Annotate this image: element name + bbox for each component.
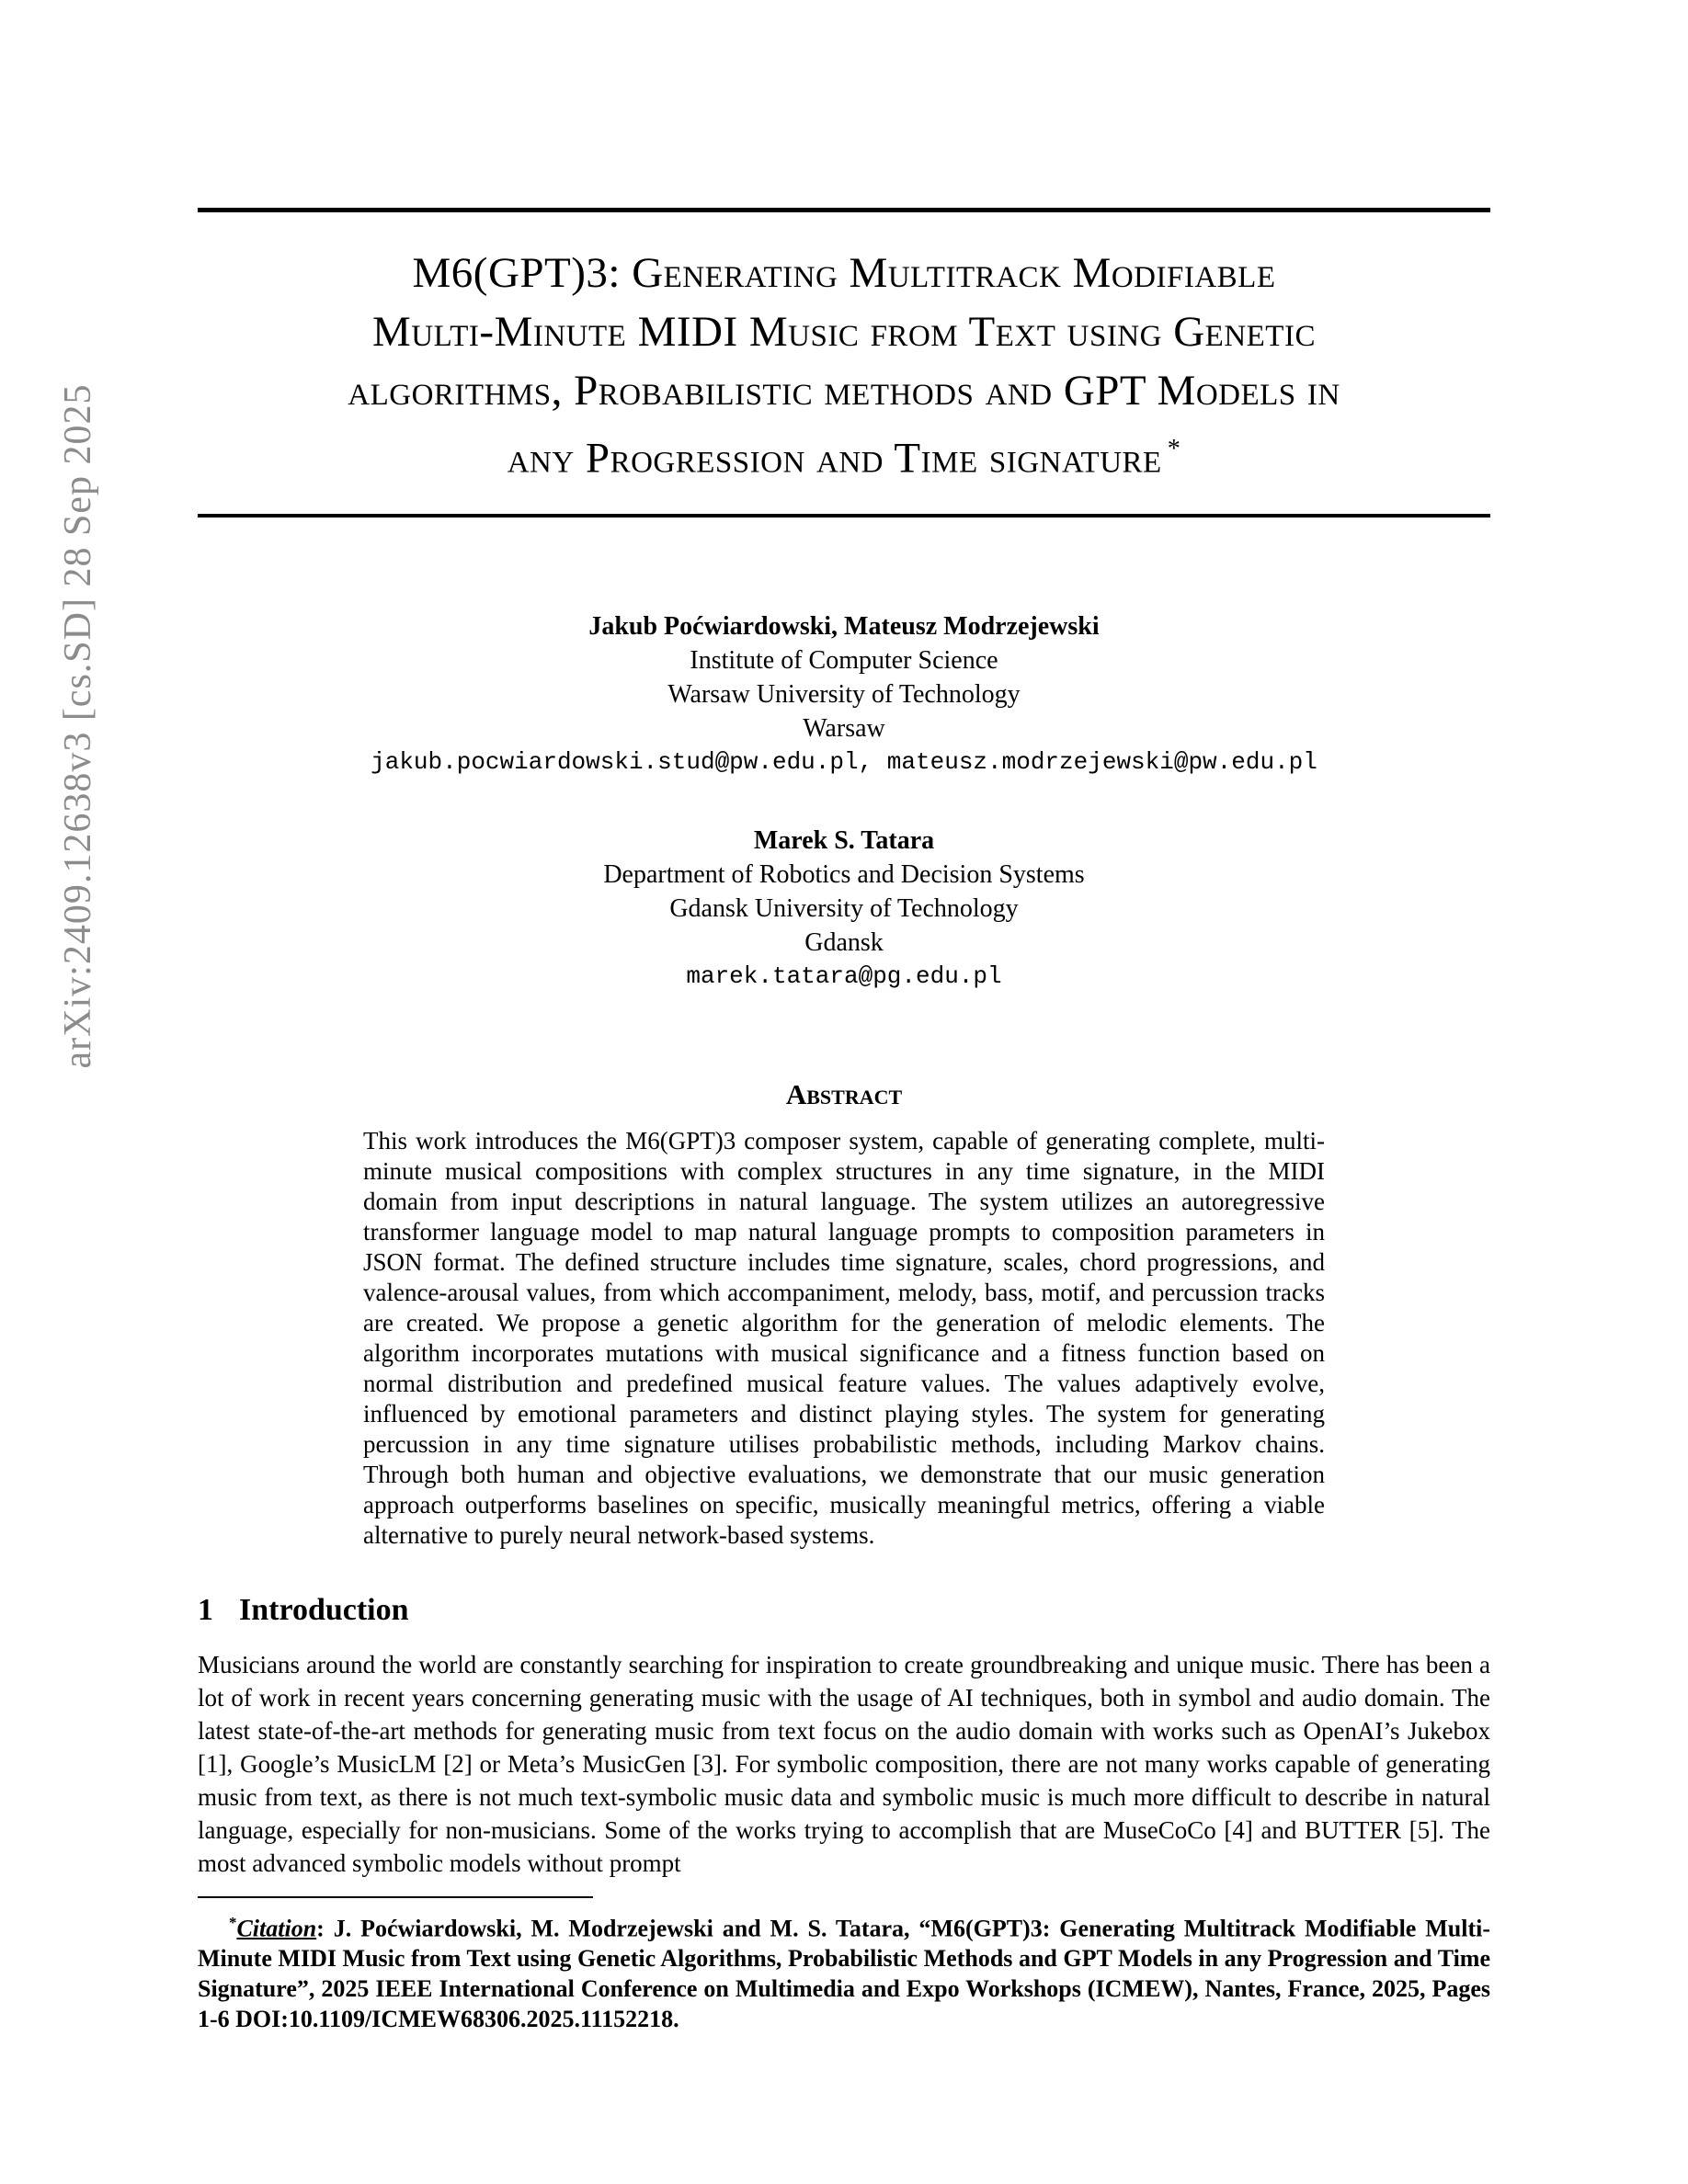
abstract-section	[198, 1078, 1490, 1551]
author-names: Marek S. Tatara	[753, 825, 935, 855]
author-emails: jakub.pocwiardowski.stud@pw.edu.pl, mateusz.modrzejewski@pw.edu.pl	[371, 747, 1317, 776]
section-heading-introduction	[198, 1593, 1490, 1628]
title-footnote-marker: *	[1167, 435, 1181, 463]
paper-title	[198, 244, 1490, 488]
section-title: Introduction	[239, 1592, 409, 1627]
author-affiliation-line: Institute of Computer Science	[690, 645, 998, 675]
footnote-label: Citation	[236, 1915, 317, 1942]
title-line-4	[198, 420, 1490, 488]
author-affiliation-line: Gdansk	[804, 927, 884, 957]
authors-section	[198, 609, 1490, 994]
title-rule-top	[198, 208, 1490, 212]
title-line-1: M6(GPT)3: Generating Multitrack Modifiable	[412, 249, 1276, 297]
paper-content	[198, 208, 1490, 2034]
author-affiliation-line: Department of Robotics and Decision Systems	[603, 859, 1085, 889]
title-rule-bottom	[198, 514, 1490, 518]
footnote-rule	[198, 1896, 593, 1898]
title-line-3: algorithms, Probabilistic methods and GPT Models in	[348, 367, 1340, 415]
abstract-text: This work introduces the M6(GPT)3 composer system, capable of generating complete, multi-minute musical compositions with complex structures in any time signature, in the MIDI domain from input descriptions in natural language. The system utilizes an autoregressive transformer language model to map natural language prompts to composition parameters in JSON format. The defined structure includes time signature, scales, chord progressions, and valence-arousal values, from which accompaniment, melody, bass, motif, and percussion tracks are created. We propose a genetic algorithm for the generation of melodic elements. The algorithm incorporates mutations with musical significance and a fitness function based on normal distribution and predefined musical feature values. The values adaptively evolve, influenced by emotional parameters and distinct playing styles. The system for generating percussion in any time signature utilises probabilistic methods, including Markov chains. Through both human and objective evaluations, we demonstrate that our music generation approach outperforms baselines on specific, musically meaningful metrics, offering a viable alternative to purely neural network-based systems.	[363, 1126, 1325, 1549]
footnote-marker: *	[229, 1913, 237, 1931]
citation-footnote	[198, 1907, 1490, 2035]
author-affiliation-line: Gdansk University of Technology	[669, 893, 1019, 923]
title-line-2: Multi-Minute MIDI Music from Text using Genetic	[372, 308, 1316, 356]
abstract-heading: Abstract	[785, 1077, 903, 1110]
arxiv-watermark: arXiv:2409.12638v3 [cs.SD] 28 Sep 2025	[57, 383, 99, 1069]
author-block-2	[198, 824, 1490, 994]
footnote-body: : J. Poćwiardowski, M. Modrzejewski and M. S. Tatara, “M6(GPT)3: Generating Multitrack Modifiable Multi-Minute MIDI Music from Text using Genetic Algorithms, Probabilistic Methods and GPT Models in any Progression and Time Signature”, 2025 IEEE International Conference on Multimedia and Expo Workshops (ICMEW), Nantes, France, 2025, Pages 1-6 DOI:10.1109/ICMEW68306.2025.11152218.	[198, 1915, 1490, 2033]
author-names: Jakub Poćwiardowski, Mateusz Modrzejewski	[588, 611, 1100, 641]
footnote-section	[198, 1896, 1490, 2035]
author-block-1	[198, 609, 1490, 779]
introduction-paragraph: Musicians around the world are constantly searching for inspiration to create groundbreaking and unique music. There has been a lot of work in recent years concerning generating music with the usage of AI techniques, both in symbol and audio domain. The latest state-of-the-art methods for generating music from text focus on the audio domain with works such as OpenAI’s Jukebox [1], Google’s MusicLM [2] or Meta’s MusicGen [3]. For symbolic composition, there are not many works capable of generating music from text, as there is not much text-symbolic music data and symbolic music is much more difficult to describe in natural language, especially for non-musicians. Some of the works trying to accomplish that are MuseCoCo [4] and BUTTER [5]. The most advanced symbolic models without prompt	[198, 1650, 1490, 1877]
author-emails: marek.tatara@pg.edu.pl	[686, 961, 1002, 990]
author-affiliation-line: Warsaw	[803, 713, 885, 743]
title-line-4-text: any Progression and Time signature	[507, 434, 1162, 483]
section-number: 1	[198, 1592, 213, 1627]
author-affiliation-line: Warsaw University of Technology	[667, 679, 1021, 709]
